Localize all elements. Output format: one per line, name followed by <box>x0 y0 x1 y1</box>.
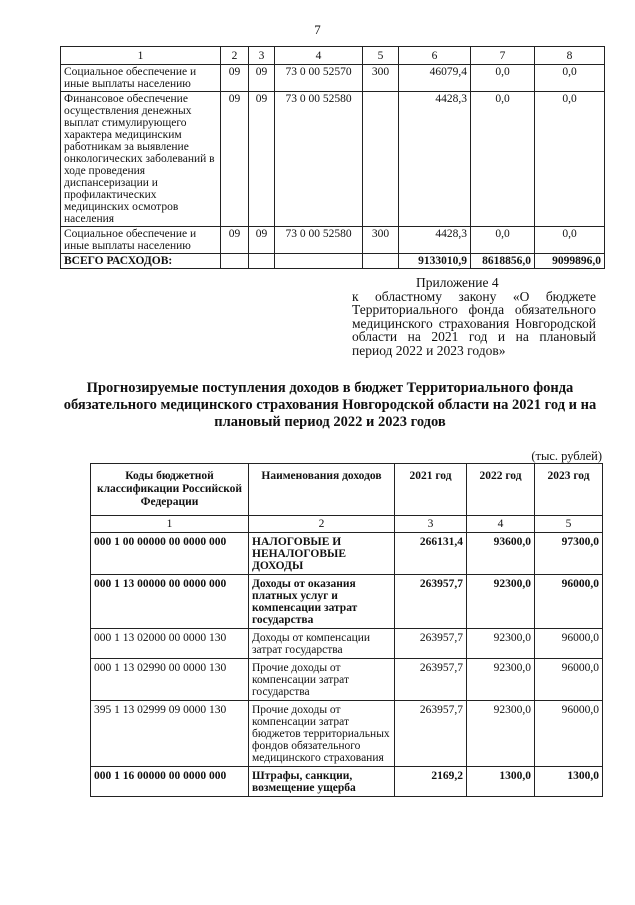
expense-name: Социальное обеспечение и иные выплаты населению <box>61 227 221 254</box>
value-2021: 266131,4 <box>395 533 467 575</box>
table-row <box>91 533 603 575</box>
amount-col7: 0,0 <box>471 227 535 254</box>
total-label: ВСЕГО РАСХОДОВ: <box>61 254 221 269</box>
column-number: 3 <box>395 516 467 533</box>
amount-col7: 0,0 <box>471 65 535 92</box>
column-header-codes: Коды бюджетной классификации Российской Федерации <box>91 464 249 516</box>
column-number-row <box>91 516 603 533</box>
table-row <box>91 575 603 629</box>
section-code: 09 <box>221 227 249 254</box>
total-col8: 9099896,0 <box>535 254 605 269</box>
amount-col7: 0,0 <box>471 92 535 227</box>
column-header: 8 <box>535 47 605 65</box>
revenue-name: Прочие доходы от компенсации затрат государства <box>249 659 395 701</box>
total-row <box>61 254 605 269</box>
table-row <box>91 701 603 767</box>
budget-code: 000 1 13 02990 00 0000 130 <box>91 659 249 701</box>
appendix-text: к областному закону «О бюджете Территориального фонда обязательного медицинского страхования Новгородской области на 2021 год и на плановый период 2022 и 2023 годов» <box>352 288 596 358</box>
column-header: 4 <box>275 47 363 65</box>
value-2022: 93600,0 <box>467 533 535 575</box>
value-2021: 2169,2 <box>395 767 467 797</box>
value-2022: 1300,0 <box>467 767 535 797</box>
value-2021: 263957,7 <box>395 629 467 659</box>
column-number: 4 <box>467 516 535 533</box>
column-number: 5 <box>535 516 603 533</box>
value-2022: 92300,0 <box>467 701 535 767</box>
column-header-2022: 2022 год <box>467 464 535 516</box>
revenue-name: Доходы от компенсации затрат государства <box>249 629 395 659</box>
budget-code: 395 1 13 02999 09 0000 130 <box>91 701 249 767</box>
budget-code: 000 1 13 02000 00 0000 130 <box>91 629 249 659</box>
expense-type: 300 <box>363 227 399 254</box>
value-2021: 263957,7 <box>395 659 467 701</box>
page-number: 7 <box>314 22 321 37</box>
amount-col6: 46079,4 <box>399 65 471 92</box>
value-2023: 96000,0 <box>535 659 603 701</box>
table-header-row <box>61 47 605 65</box>
target-article: 73 0 00 52580 <box>275 227 363 254</box>
revenue-table <box>90 463 603 797</box>
target-article: 73 0 00 52570 <box>275 65 363 92</box>
target-article: 73 0 00 52580 <box>275 92 363 227</box>
section-code: 09 <box>221 92 249 227</box>
amount-col6: 4428,3 <box>399 92 471 227</box>
revenue-name: НАЛОГОВЫЕ И НЕНАЛОГОВЫЕ ДОХОДЫ <box>249 533 395 575</box>
subsection-code: 09 <box>249 65 275 92</box>
value-2023: 96000,0 <box>535 575 603 629</box>
column-header-2021: 2021 год <box>395 464 467 516</box>
value-2021: 263957,7 <box>395 575 467 629</box>
revenue-name: Штрафы, санкции, возмещение ущерба <box>249 767 395 797</box>
amount-col8: 0,0 <box>535 227 605 254</box>
expenses-table <box>60 46 605 269</box>
column-header: 1 <box>61 47 221 65</box>
budget-code: 000 1 16 00000 00 0000 000 <box>91 767 249 797</box>
budget-code: 000 1 13 00000 00 0000 000 <box>91 575 249 629</box>
value-2022: 92300,0 <box>467 659 535 701</box>
value-2022: 92300,0 <box>467 575 535 629</box>
table-row <box>61 65 605 92</box>
table-header-row <box>91 464 603 516</box>
subsection-code: 09 <box>249 227 275 254</box>
expense-type: 300 <box>363 65 399 92</box>
value-2023: 97300,0 <box>535 533 603 575</box>
table-row <box>91 659 603 701</box>
value-2023: 1300,0 <box>535 767 603 797</box>
column-header-2023: 2023 год <box>535 464 603 516</box>
appendix-note <box>352 276 596 357</box>
total-col6: 9133010,9 <box>399 254 471 269</box>
appendix-heading: Приложение 4 <box>416 275 499 290</box>
column-header: 6 <box>399 47 471 65</box>
expense-type <box>363 92 399 227</box>
column-header: 7 <box>471 47 535 65</box>
table-row <box>91 629 603 659</box>
total-col7: 8618856,0 <box>471 254 535 269</box>
revenue-name: Доходы от оказания платных услуг и компенсации затрат государства <box>249 575 395 629</box>
value-2023: 96000,0 <box>535 629 603 659</box>
column-header-names: Наименования доходов <box>249 464 395 516</box>
column-header: 3 <box>249 47 275 65</box>
revenue-name: Прочие доходы от компенсации затрат бюджетов территориальных фондов обязательного медицинского страхования <box>249 701 395 767</box>
table-row <box>91 767 603 797</box>
column-header: 2 <box>221 47 249 65</box>
section-code: 09 <box>221 65 249 92</box>
value-2022: 92300,0 <box>467 629 535 659</box>
table-row <box>61 227 605 254</box>
column-number: 1 <box>91 516 249 533</box>
table-row <box>61 92 605 227</box>
amount-col8: 0,0 <box>535 92 605 227</box>
document-title: Прогнозируемые поступления доходов в бюджет Территориального фонда обязательного медицинского страхования Новгородской области на 2021 год и на плановый период 2022 и 2023 годов <box>63 380 597 430</box>
expense-name: Социальное обеспечение и иные выплаты населению <box>61 65 221 92</box>
amount-col6: 4428,3 <box>399 227 471 254</box>
budget-code: 000 1 00 00000 00 0000 000 <box>91 533 249 575</box>
column-number: 2 <box>249 516 395 533</box>
subsection-code: 09 <box>249 92 275 227</box>
amount-col8: 0,0 <box>535 65 605 92</box>
column-header: 5 <box>363 47 399 65</box>
expense-name: Финансовое обеспечение осуществления денежных выплат стимулирующего характера медицинским работникам за выявление онкологических заболеваний в ходе проведения диспансеризации и профилактических медицинских осмотров населения <box>61 92 221 227</box>
units-label: (тыс. рублей) <box>531 449 602 463</box>
value-2023: 96000,0 <box>535 701 603 767</box>
value-2021: 263957,7 <box>395 701 467 767</box>
